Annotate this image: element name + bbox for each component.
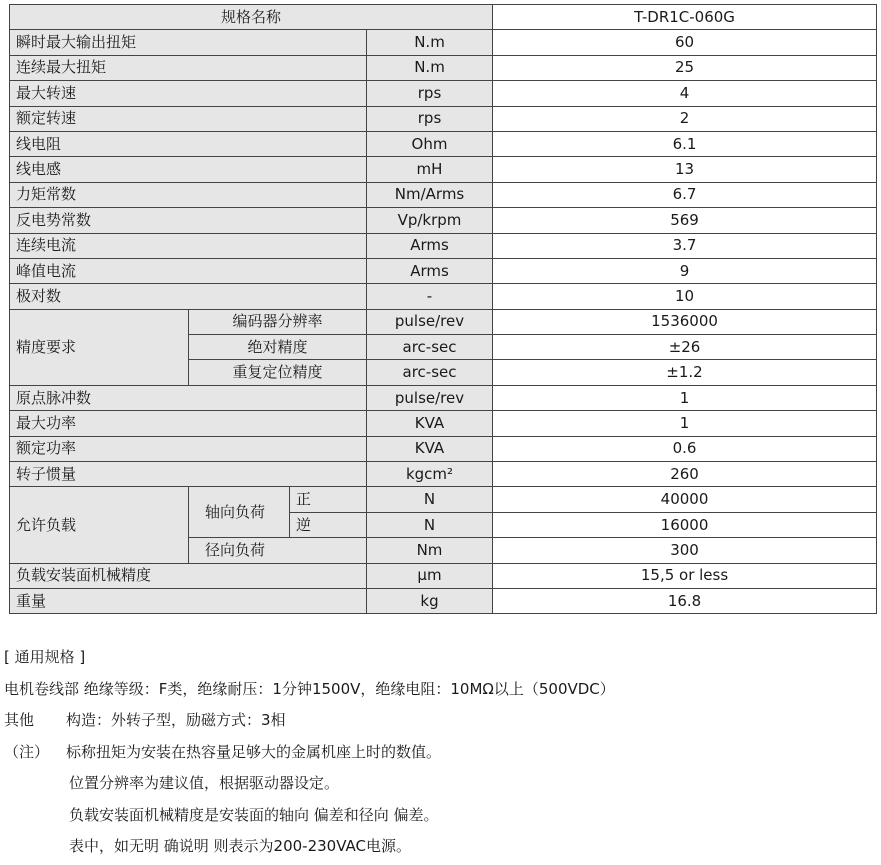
spec-name: 极对数	[10, 284, 367, 309]
load-pos-name: 正	[290, 487, 367, 512]
precision-name: 编码器分辨率	[189, 309, 367, 334]
spec-unit: -	[367, 284, 493, 309]
notes-other-text: 构造：外转子型，励磁方式：3相	[66, 711, 286, 729]
load-radial-value: 300	[493, 538, 877, 563]
spec-name: 线电阻	[10, 131, 367, 156]
spec-name: 额定功率	[10, 436, 367, 461]
spec-unit: Arms	[367, 233, 493, 258]
spec-row	[10, 182, 877, 207]
spec-value: 13	[493, 157, 877, 182]
spec-unit: kgcm²	[367, 462, 493, 487]
spec-value: 60	[493, 30, 877, 55]
spec-row	[10, 436, 877, 461]
spec-unit: kg	[367, 588, 493, 613]
load-pos-value: 40000	[493, 487, 877, 512]
general-spec-notes	[4, 644, 876, 865]
spec-name: 反电势常数	[10, 208, 367, 233]
spec-unit: μm	[367, 563, 493, 588]
spec-value: 2	[493, 106, 877, 131]
header-model: T-DR1C-060G	[493, 5, 877, 30]
spec-name: 额定转速	[10, 106, 367, 131]
spec-name: 峰值电流	[10, 258, 367, 283]
spec-row	[10, 462, 877, 487]
spec-table	[9, 4, 877, 614]
spec-unit: N.m	[367, 55, 493, 80]
precision-name: 绝对精度	[189, 335, 367, 360]
spec-row	[10, 208, 877, 233]
spec-unit: mH	[367, 157, 493, 182]
note-item-1	[4, 739, 876, 771]
load-neg-name: 逆	[290, 512, 367, 537]
spec-value: 1	[493, 411, 877, 436]
spec-row	[10, 563, 877, 588]
spec-unit: Arms	[367, 258, 493, 283]
spec-value: 9	[493, 258, 877, 283]
spec-name: 最大功率	[10, 411, 367, 436]
precision-unit: pulse/rev	[367, 309, 493, 334]
spec-row	[10, 233, 877, 258]
precision-name: 重复定位精度	[189, 360, 367, 385]
spec-value: 569	[493, 208, 877, 233]
precision-value: ±26	[493, 335, 877, 360]
spec-name: 线电感	[10, 157, 367, 182]
load-row-pos	[10, 487, 877, 512]
spec-unit: rps	[367, 106, 493, 131]
spec-unit: pulse/rev	[367, 385, 493, 410]
spec-value: 3.7	[493, 233, 877, 258]
spec-value: 6.1	[493, 131, 877, 156]
header-spec-name: 规格名称	[10, 5, 493, 30]
spec-row	[10, 411, 877, 436]
note-item-2: 位置分辨率为建议值，根据驱动器设定。	[69, 774, 340, 792]
spec-row	[10, 30, 877, 55]
spec-row	[10, 157, 877, 182]
spec-value: 25	[493, 55, 877, 80]
spec-name: 重量	[10, 588, 367, 613]
note-item-3: 负载安装面机械精度是安装面的轴向 偏差和径向 偏差。	[69, 805, 439, 824]
note-item-4: 表中，如无明 确说明 则表示为200-230VAC电源。	[69, 837, 411, 855]
spec-value: 15,5 or less	[493, 563, 877, 588]
note-label: （注）	[4, 742, 50, 761]
spec-row	[10, 588, 877, 613]
spec-unit: Vp/krpm	[367, 208, 493, 233]
spec-value: 0.6	[493, 436, 877, 461]
notes-other-line	[4, 707, 876, 739]
precision-unit: arc-sec	[367, 360, 493, 385]
spec-value: 260	[493, 462, 877, 487]
load-neg-unit: N	[367, 512, 493, 537]
spec-row	[10, 284, 877, 309]
spec-unit: Ohm	[367, 131, 493, 156]
spec-row	[10, 131, 877, 156]
spec-name: 连续最大扭矩	[10, 55, 367, 80]
spec-value: 6.7	[493, 182, 877, 207]
spec-value: 4	[493, 81, 877, 106]
spec-name: 连续电流	[10, 233, 367, 258]
spec-name: 瞬时最大输出扭矩	[10, 30, 367, 55]
spec-name: 力矩常数	[10, 182, 367, 207]
spec-name: 原点脉冲数	[10, 385, 367, 410]
precision-value: ±1.2	[493, 360, 877, 385]
precision-value: 1536000	[493, 309, 877, 334]
spec-value: 1	[493, 385, 877, 410]
spec-value: 10	[493, 284, 877, 309]
notes-heading: [ 通用规格 ]	[4, 648, 86, 666]
spec-name: 最大转速	[10, 81, 367, 106]
spec-row	[10, 385, 877, 410]
load-axial-label: 轴向负荷	[189, 487, 290, 538]
load-neg-value: 16000	[493, 512, 877, 537]
spec-name: 负载安装面机械精度	[10, 563, 367, 588]
spec-unit: KVA	[367, 436, 493, 461]
spec-unit: KVA	[367, 411, 493, 436]
precision-unit: arc-sec	[367, 335, 493, 360]
note-text-1: 标称扭矩为安装在热容量足够大的金属机座上时的数值。	[66, 742, 442, 761]
spec-row	[10, 55, 877, 80]
load-group-label: 允许负载	[10, 487, 189, 563]
precision-group-label: 精度要求	[10, 309, 189, 385]
spec-name: 转子惯量	[10, 462, 367, 487]
spec-value: 16.8	[493, 588, 877, 613]
notes-winding-line: 电机卷线部 绝缘等级：F类，绝缘耐压：1分钟1500V，绝缘电阻：10MΩ以上（500VDC）	[4, 679, 615, 698]
spec-unit: rps	[367, 81, 493, 106]
notes-other-label: 其他	[4, 711, 35, 729]
spec-row	[10, 81, 877, 106]
precision-row	[10, 309, 877, 334]
header-row	[10, 5, 877, 30]
spec-row	[10, 258, 877, 283]
load-radial-name: 径向负荷	[189, 538, 367, 563]
spec-unit: N.m	[367, 30, 493, 55]
spec-unit: Nm/Arms	[367, 182, 493, 207]
spec-row	[10, 106, 877, 131]
load-radial-unit: Nm	[367, 538, 493, 563]
load-pos-unit: N	[367, 487, 493, 512]
